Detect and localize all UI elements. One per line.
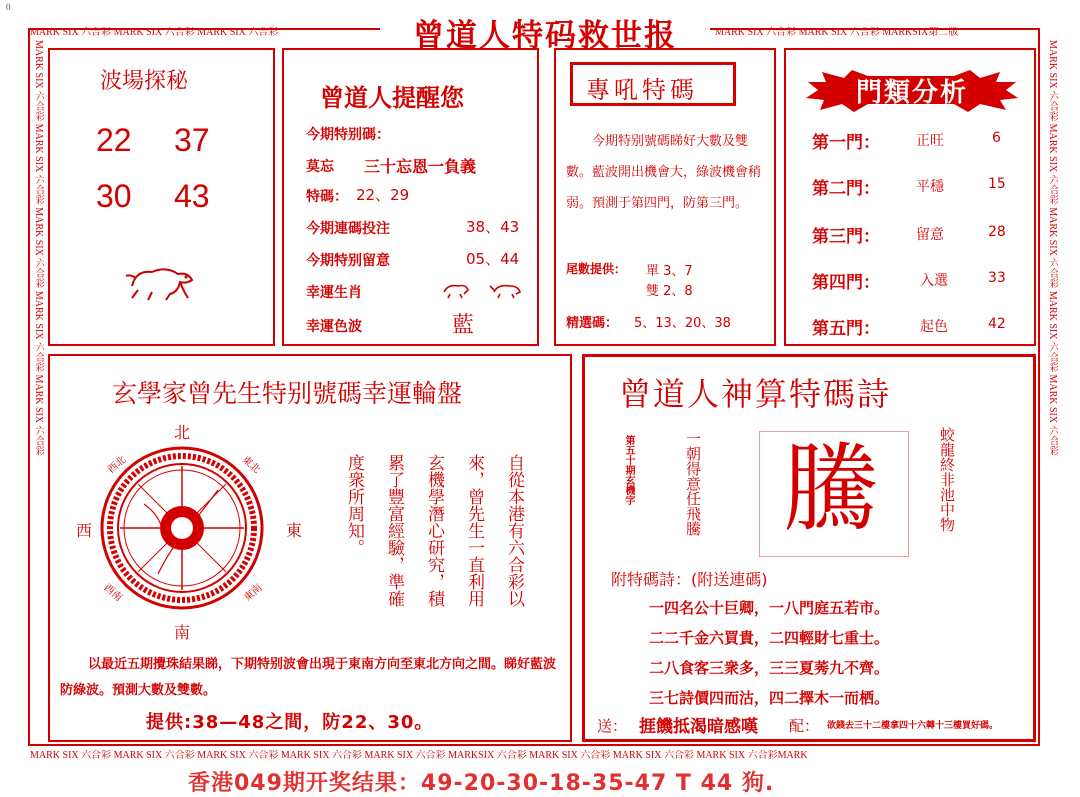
poem-line-2: 二二千金六買貴，二四輕財七重士。 xyxy=(649,629,890,647)
row-value: 藍 xyxy=(452,313,475,338)
header-title: 曾道人特码救世报 xyxy=(380,10,710,55)
tiger-illustration xyxy=(122,256,202,304)
tail-single: 單 3、7 xyxy=(646,264,693,279)
ribbon-top-right: MARK SIX 六合彩 MARK SIX 六合彩 MARKSIX第二版 xyxy=(715,27,959,38)
dir-southwest: 西南 xyxy=(101,582,124,604)
door-label: 第二門： xyxy=(812,179,880,199)
door-word: 留意 xyxy=(916,227,944,243)
dir-west: 西 xyxy=(76,521,93,540)
door-label: 第三門： xyxy=(812,227,880,247)
door-number: 42 xyxy=(988,316,1006,332)
poem-line-1: 一四名公十巨卿，一八門庭五若市。 xyxy=(649,599,890,617)
panel-paragraph: 今期特别號碼睇好大數及雙數。藍波開出機會大，綠波機會稍弱。預測于第四門，防第三門。 xyxy=(566,134,762,211)
send-value: 捱饑抵渴暗感嘆 xyxy=(639,717,758,737)
poem-line-4: 三七詩價四而沽，四二擇木一而栖。 xyxy=(649,689,890,707)
row-label: 特碼： xyxy=(306,189,348,205)
ribbon-right: MARK SIX 六合彩 MARK SIX 六合彩 MARK SIX 六合彩 MARK SIX 六合彩 MARK SIX 六合彩 xyxy=(1047,40,1058,456)
panel-title: 波場探秘 xyxy=(100,69,189,94)
dir-northwest: 西北 xyxy=(106,454,129,476)
door-label: 第五門： xyxy=(812,319,880,339)
panel-title: 曾道人神算特碼詩 xyxy=(619,375,892,413)
number-1: 22 xyxy=(96,122,132,158)
door-number: 6 xyxy=(992,130,1001,146)
issue-column: 第五十期玄機字 xyxy=(623,435,634,505)
ribbon-bottom: MARK SIX 六合彩 MARK SIX 六合彩 MARK SIX 六合彩 MARK SIX 六合彩 MARK SIX 六合彩 MARKSIX 六合彩 MARK SIX 六合彩 MARK SIX 六合彩 MARK SIX 六合彩MARK xyxy=(30,750,808,761)
match-value: 欲錢去三十二樓拿四十六轉十三樓買好碼。 xyxy=(827,721,999,731)
number-4: 43 xyxy=(174,178,210,214)
story-column-3: 玄機學潛心研究，積 xyxy=(424,454,444,607)
selected-value: 5、13、20、38 xyxy=(634,316,731,331)
zodiac-icons xyxy=(440,278,524,300)
panel-poem xyxy=(582,354,1036,742)
dir-north: 北 xyxy=(174,423,191,442)
dir-southeast: 東南 xyxy=(242,582,265,604)
door-word: 平穩 xyxy=(916,179,944,195)
row-value: 05、44 xyxy=(466,250,520,268)
row-value: 22、29 xyxy=(356,186,410,204)
number-3: 30 xyxy=(96,178,132,214)
panel-title: 門類分析 xyxy=(855,78,968,108)
send-label: 送： xyxy=(597,717,628,735)
big-char: 騰 xyxy=(783,433,879,545)
result-line: 香港049期开奖结果：49-20-30-18-35-47 T 44 狗. xyxy=(188,771,775,796)
row-label: 幸運色波 xyxy=(306,319,362,335)
wheel-provide: 提供:38—48之間，防22、30。 xyxy=(146,712,434,733)
row-value: 38、43 xyxy=(466,218,520,236)
tail-double: 雙 2、8 xyxy=(646,284,693,299)
row-label: 幸運生肖 xyxy=(306,285,362,301)
ribbon-top-left: MARK SIX 六合彩 MARK SIX 六合彩 MARK SIX 六合彩 xyxy=(30,27,279,38)
panel-door-analysis xyxy=(784,48,1036,346)
story-column-1: 自從本港有六合彩以 xyxy=(504,454,524,607)
story-column-5: 度衆所周知。 xyxy=(344,454,364,556)
poem-subtitle: 附特碼詩：(附送連碼) xyxy=(611,570,768,589)
door-word: 正旺 xyxy=(916,133,944,149)
door-word: 入選 xyxy=(920,273,948,289)
panel-wave-secret xyxy=(48,48,275,346)
row-value: 三十忘恩一負義 xyxy=(364,157,477,176)
story-column-4: 累了豐富經驗，準確 xyxy=(384,454,404,607)
match-label: 配： xyxy=(789,717,820,735)
door-label: 第四門： xyxy=(812,273,880,293)
panel-title: 專吼特碼 xyxy=(586,76,698,104)
dir-east: 東 xyxy=(286,521,303,540)
poem-line-3: 二八食客三衆多，三三夏莠九不齊。 xyxy=(649,659,890,677)
dir-south: 南 xyxy=(174,623,191,642)
story-column-2: 來，曾先生一直利用 xyxy=(464,454,484,607)
panel-special xyxy=(554,48,776,346)
wheel-summary: 以最近五期攪珠結果睇，下期特别波會出現于東南方向至東北方向之間。睇好藍波防綠波。預測大數及雙數。 xyxy=(60,657,557,698)
page-marker: 0 xyxy=(6,2,11,12)
row-label: 莫忘 xyxy=(306,159,334,175)
panel-title: 玄學家曾先生特别號碼幸運輪盤 xyxy=(112,379,463,408)
poem-column-a: 一朝得意任飛騰 xyxy=(684,431,702,536)
door-number: 33 xyxy=(988,270,1006,286)
panel-title: 曾道人提醒您 xyxy=(320,83,464,112)
poem-column-b: 蛟龍終非池中物 xyxy=(938,427,956,532)
ribbon-left: MARK SIX 六合彩 MARK SIX 六合彩 MARK SIX 六合彩 MARK SIX 六合彩 MARK SIX 六合彩 xyxy=(33,40,44,456)
row-label: 今期特别碼： xyxy=(306,127,390,143)
door-label: 第一門： xyxy=(812,133,880,153)
number-2: 37 xyxy=(174,122,210,158)
panel-lucky-wheel xyxy=(48,354,572,742)
row-label: 今期特别留意 xyxy=(306,253,390,269)
panel-reminder xyxy=(282,48,539,346)
door-number: 28 xyxy=(988,224,1006,240)
row-label: 今期連碼投注 xyxy=(306,221,390,237)
door-word: 起色 xyxy=(920,319,948,335)
door-number: 15 xyxy=(988,176,1006,192)
wheel-diagram xyxy=(98,444,266,612)
dir-northeast: 東北 xyxy=(239,454,262,476)
selected-label: 精選碼： xyxy=(566,316,619,331)
tail-label: 尾數提供： xyxy=(566,262,627,276)
